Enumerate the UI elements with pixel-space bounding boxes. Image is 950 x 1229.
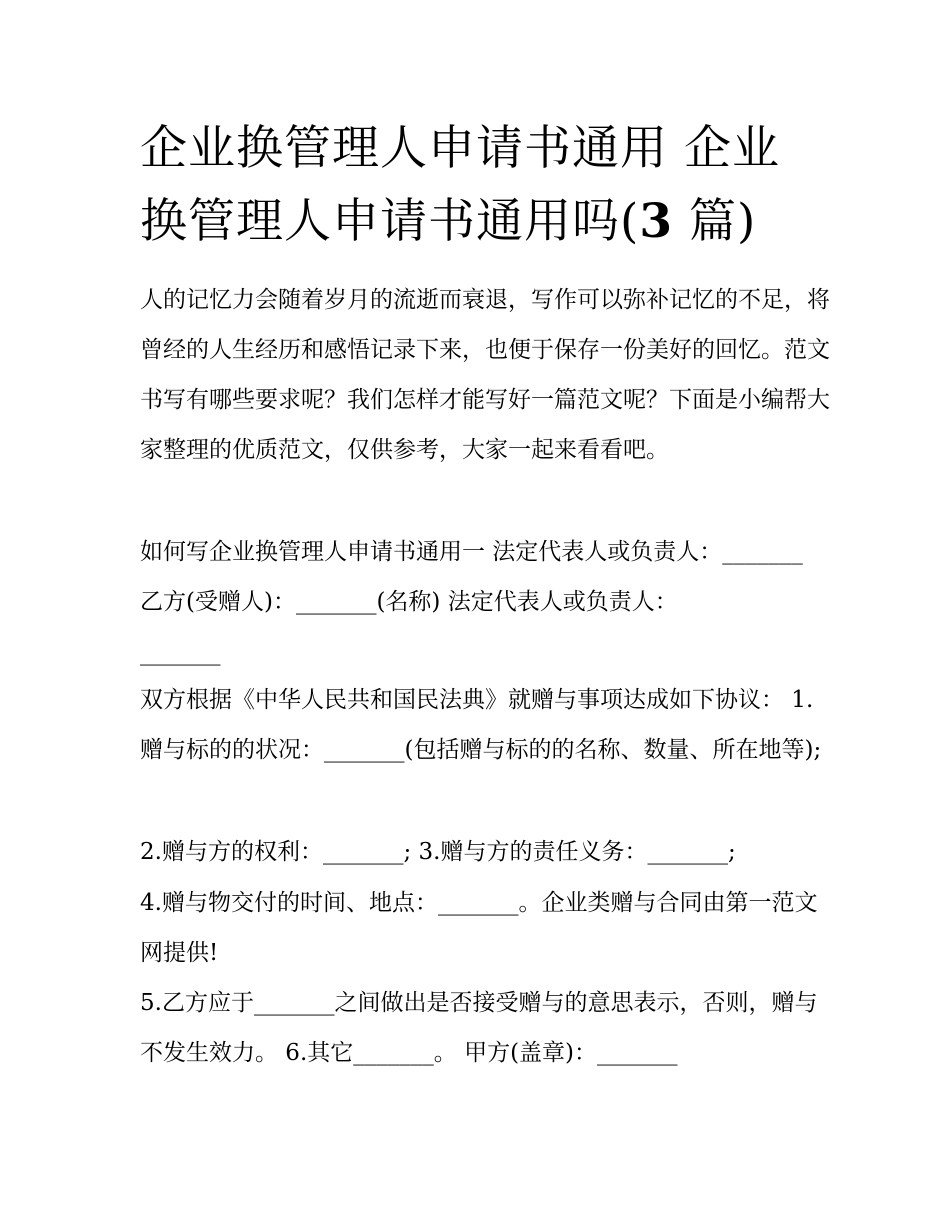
- title-line-2-start: 换管理人申请书通用吗(: [140, 194, 640, 249]
- section-1-paragraph: 如何写企业换管理人申请书通用一 法定代表人或负责人：_______ 乙方(受赠人)：_______(名称) 法定代表人或负责人：: [140, 539, 803, 615]
- title-line-1: 企业换管理人申请书通用 企业: [140, 121, 780, 176]
- title-line-2-end: 篇): [673, 194, 757, 249]
- item-5-6-paragraph: 5.乙方应于_______之间做出是否接受赠与的意思表示，否则，赠与不发生效力。 6.其它_______。 甲方(盖章)：_______: [140, 990, 818, 1066]
- agreement-paragraph: 双方根据《中华人民共和国民法典》就赠与事项达成如下协议： 1.赠与标的的状况：_______(包括赠与标的的名称、数量、所在地等);: [140, 687, 822, 763]
- document-title: [140, 112, 830, 258]
- title-count: 3: [639, 194, 674, 249]
- item-2-3-paragraph: 2.赠与方的权利：_______; 3.赠与方的责任义务：_______;: [140, 839, 736, 865]
- item-4-paragraph: 4.赠与物交付的时间、地点：_______。企业类赠与合同由第一范文网提供!: [140, 890, 818, 966]
- blank-line: _______: [140, 640, 221, 666]
- intro-paragraph: 人的记忆力会随着岁月的流逝而衰退，写作可以弥补记忆的不足，将曾经的人生经历和感悟记录下来，也便于保存一份美好的回忆。范文书写有哪些要求呢？我们怎样才能写好一篇范文呢？下面是小编帮大家整理的优质范文，仅供参考，大家一起来看看吧。: [140, 287, 830, 463]
